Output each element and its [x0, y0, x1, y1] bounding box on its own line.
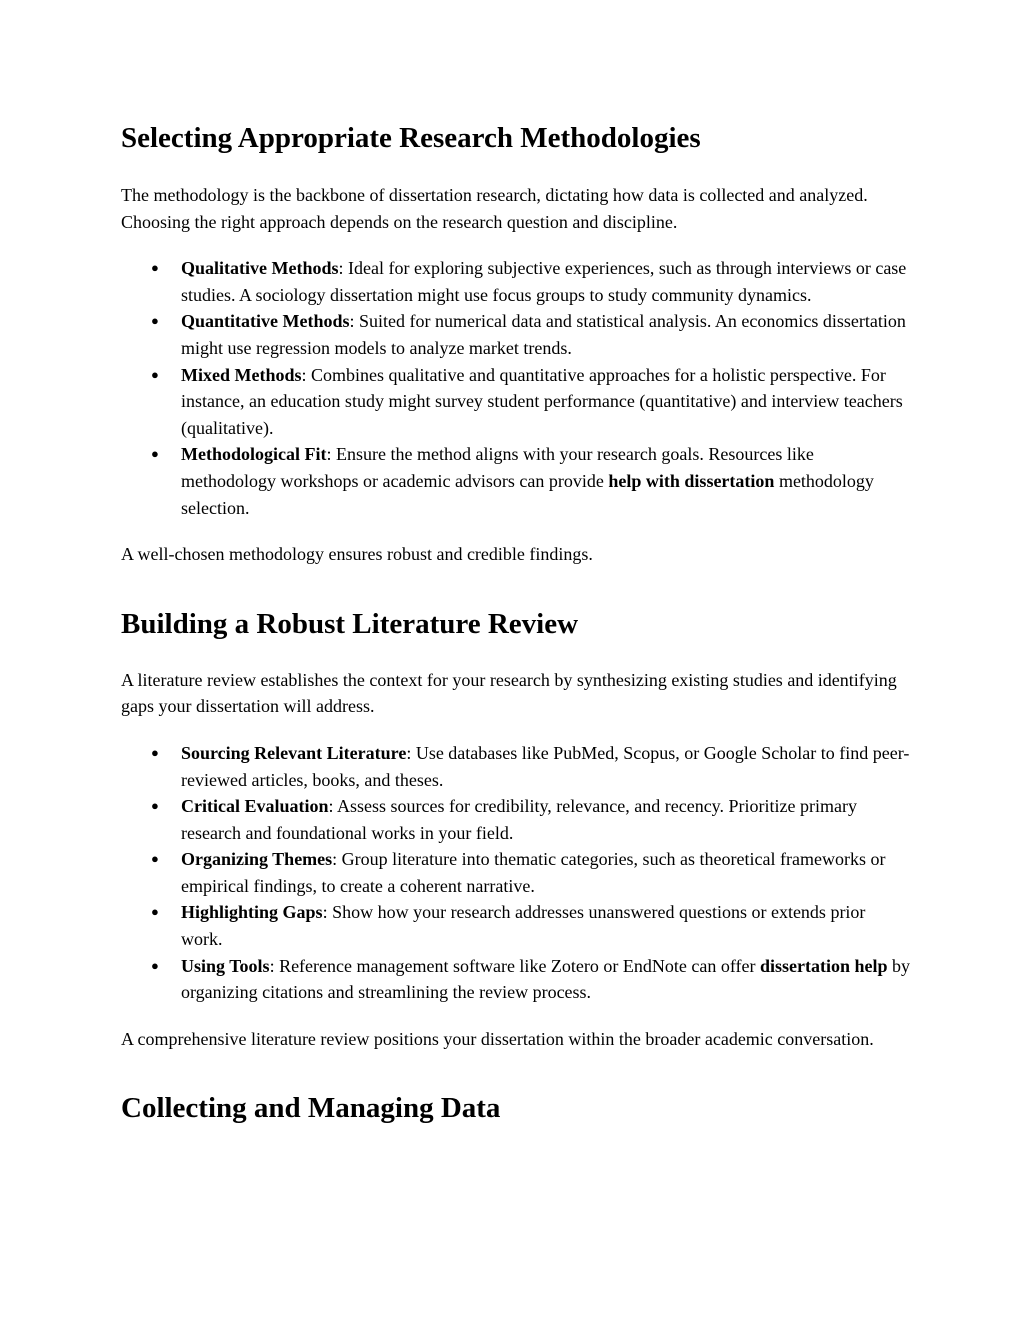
list-item-text: : Show how your research addresses unanswered questions or extends prior work.	[181, 902, 866, 950]
bullet-icon: ●	[151, 446, 159, 462]
list-item	[121, 308, 911, 361]
list-item-term: Highlighting Gaps	[181, 902, 323, 923]
list-item-text-after: methodology selection.	[181, 470, 874, 518]
list-item-term: Using Tools	[181, 955, 270, 976]
list-item-term: Sourcing Relevant Literature	[181, 742, 407, 763]
list-item-text: : Combines qualitative and quantitative approaches for a holistic perspective. For instance, an education study might survey student performance (quantitative) and interview teachers (qualitative).	[181, 364, 903, 438]
list-item-text: : Reference management software like Zotero or EndNote can offer	[269, 955, 761, 976]
bullet-icon: ●	[151, 957, 159, 973]
list-item-text: : Ideal for exploring subjective experiences, such as through interviews or case studies. A sociology dissertation might use focus groups to study community dynamics.	[181, 258, 907, 305]
list-item-term: Organizing Themes	[181, 849, 333, 870]
list-item-text: : Suited for numerical data and statistical analysis. An economics dissertation might use regression models to analyze market trends.	[181, 311, 906, 358]
document-page	[121, 118, 911, 1128]
list-item	[121, 255, 911, 308]
list-item	[121, 899, 911, 952]
section-intro-literature-review: A literature review establishes the context for your research by synthesizing existing studies and identifying gaps your dissertation will address.	[121, 669, 897, 717]
section-heading-literature-review: Building a Robust Literature Review	[121, 607, 579, 640]
list-item-text-after: by organizing citations and streamlining the review process.	[181, 955, 911, 1003]
emphasized-phrase: help with dissertation	[608, 470, 775, 491]
list-item	[121, 362, 911, 442]
list-item-text: : Ensure the method aligns with your research goals. Resources like methodology workshops or academic advisors can provide	[181, 444, 814, 491]
bullet-icon: ●	[151, 313, 159, 329]
list-item-term: Critical Evaluation	[181, 796, 329, 817]
list-item-text: : Group literature into thematic categories, such as theoretical frameworks or empirical findings, to create a coherent narrative.	[181, 849, 886, 896]
literature-review-list	[121, 740, 911, 1006]
section-intro-methodologies: The methodology is the backbone of dissertation research, dictating how data is collected and analyzed. Choosing the right approach depends on the research question and discipline.	[121, 185, 868, 232]
methodologies-list	[121, 255, 911, 521]
bullet-icon: ●	[151, 260, 159, 276]
list-item	[121, 441, 911, 521]
bullet-icon: ●	[151, 851, 159, 867]
list-item-term: Methodological Fit	[181, 444, 327, 465]
section-heading-methodologies: Selecting Appropriate Research Methodologies	[121, 122, 701, 154]
list-item	[121, 740, 911, 793]
emphasized-phrase: dissertation help	[760, 955, 888, 976]
list-item-term: Mixed Methods	[181, 364, 302, 385]
section-closing-literature-review: A comprehensive literature review positions your dissertation within the broader academic conversation.	[121, 1028, 874, 1049]
list-item-text: : Use databases like PubMed, Scopus, or Google Scholar to find peer-reviewed articles, books, and theses.	[181, 742, 910, 790]
list-item-text: : Assess sources for credibility, relevance, and recency. Prioritize primary research and foundational works in your field.	[181, 796, 857, 843]
bullet-icon: ●	[151, 744, 159, 760]
list-item	[121, 846, 911, 899]
list-item-term: Quantitative Methods	[181, 311, 350, 332]
bullet-icon: ●	[151, 798, 159, 814]
list-item-term: Qualitative Methods	[181, 258, 339, 279]
bullet-icon: ●	[151, 366, 159, 382]
bullet-icon: ●	[151, 904, 159, 920]
list-item	[121, 953, 911, 1006]
section-closing-methodologies: A well-chosen methodology ensures robust and credible findings.	[121, 544, 593, 565]
list-item	[121, 793, 911, 846]
section-heading-data-collection: Collecting and Managing Data	[121, 1092, 501, 1125]
